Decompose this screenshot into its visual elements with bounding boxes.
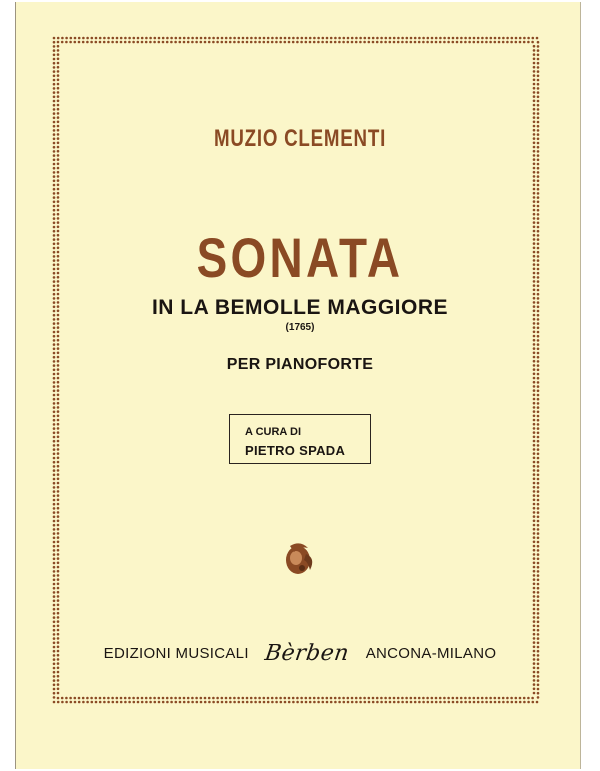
publisher-logo: Bèrben — [263, 641, 352, 666]
publisher-right: ANCONA-MILANO — [365, 645, 497, 662]
composer-name: MUZIO CLEMENTI — [213, 125, 387, 152]
editor-prefix: A CURA DI — [245, 426, 302, 438]
sonata-subtitle: IN LA BEMOLLE MAGGIORE — [151, 296, 449, 319]
publisher-left: EDIZIONI MUSICALI — [103, 645, 249, 662]
editor-name: PIETRO SPADA — [245, 443, 346, 458]
instrument-label: PER PIANOFORTE — [226, 356, 374, 373]
publisher-emblem-icon — [280, 538, 320, 585]
publisher-line — [0, 641, 600, 666]
composition-year: (1765) — [285, 322, 315, 333]
sonata-title: SONATA — [196, 226, 404, 289]
editor-box — [229, 414, 371, 464]
